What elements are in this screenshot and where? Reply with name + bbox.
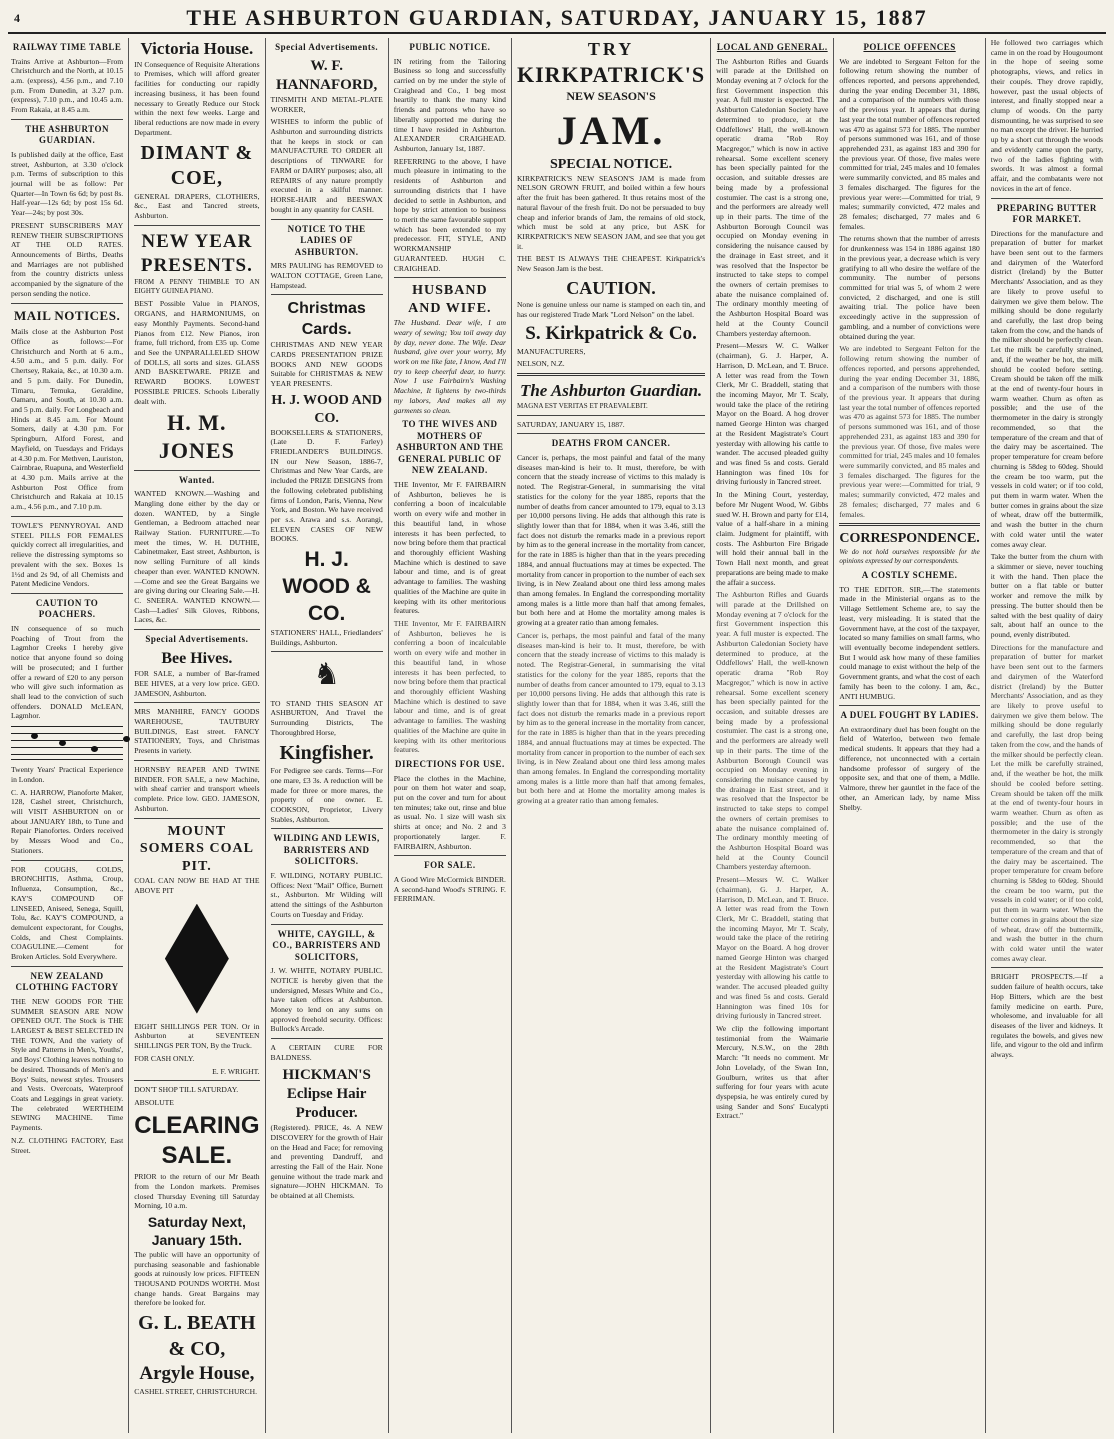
for-sale-heading: FOR SALE.: [424, 860, 476, 871]
hop-bitters-text: BRIGHT PROSPECTS.—If a sudden failure of health occurs, take Hop Bitters, which are the best family medicine on earth. Pure, wholesome, and invaluable for all diseases of the liver and kidneys. It regulates the bowels, and gives new life, and vigour to the old and infirm always.: [990, 972, 1103, 1060]
referring-text: REFERRING to the above, I have much pleasure in intimating to the residents of Ashburton and surrounding districts that I have decided to settle in Ashburton, and hope by strict attention to business to merit the same favourable support which has been extended to my predecessor. FIT, STYLE, AND WORKMANSHIP GUARANTEED. HUGH C. CRAIGHEAD.: [393, 156, 506, 273]
hickman-title: HICKMAN'S Eclipse Hair Producer.: [282, 1066, 371, 1121]
mail-heading: MAIL NOTICES.: [14, 307, 121, 323]
christmas-cards-text: CHRISTMAS AND NEW YEAR CARDS PRESENTATION PRIZE BOOKS AND NEW GOODS Suitable for CHRISTMAS & NEW YEAR PRESENTS.: [270, 340, 383, 389]
bee-hives-title: Bee Hives.: [161, 649, 233, 667]
horse-icon: ♞: [313, 658, 341, 692]
manhire-ad: MRS MANHIRE, FANCY GOODS WAREHOUSE, TAUTBURY BUILDINGS, East street. FANCY STATIONERY, Toys, and Christmas Presents in variety.: [134, 707, 260, 756]
husband-wife-title: HUSBAND AND WIFE.: [408, 283, 492, 317]
hannaford-title: W. F. HANNAFORD,: [276, 57, 378, 93]
caution-heading: CAUTION.: [566, 277, 656, 298]
correspondence-heading: CORRESPONDENCE.: [839, 531, 980, 547]
kingfisher-text: For Pedigree see cards. Terms—For one mare, £3 3s. A reduction will be made for three or more mares, the property of one owner. E. COOKSON, Proprietor, Livery Stables, Ashburton.: [270, 766, 383, 824]
hornsby-ad: HORNSBY REAPER AND TWINE BINDER. FOR SALE, a new Machine, with sheaf carrier and transport wheels complete. Price low. GEO. JAMESON, Ashburton.: [134, 764, 260, 813]
dimant-title: DIMANT & COE,: [140, 141, 254, 190]
police-more: The returns shown that the number of arrests for drunkenness was 154 in 1886 against 180 in the previous year, a decrease which is very gratifying to all who desire the welfare of the community. The number of persons committed for trial was 5, of whom 2 were convicted, 2 discharged, and one is still awaiting trial. The police have been exceedingly active in the suppression of gambling, and a number of convictions were obtained during the year.: [839, 234, 980, 341]
costly-scheme-text: TO THE EDITOR. SIR,—The statements made in the Ministerial organs as to the Village Settlement Scheme are, to say the least, very misleading. It is stated that the Government have, at the cost of the taxpayer, located so many families on small farms, who will eventually become independent settlers. But I would ask how many of these families could manage to exist without the help of the Government grants, and what the cost of each family has been to the colony. I am, &c., ANTI HUMBUG.: [839, 584, 980, 701]
nz-clothing-text: THE NEW GOODS FOR THE SUMMER SEASON ARE NOW OPENED OUT. The Stock is THE LARGEST & BEST SELECTED IN THE TOWN, And the variety of Style and Patterns in Men's, Youths', and Boys' Clothing leaves nothing to be desired. Thousands of Men's and Boys' Suits, newest styles. Trousers and Vests. Overcoats, Waterproof Coats and Leggings in great variety. The celebrated WERTHEIM SEWING MACHINE. Time Payments.: [11, 996, 124, 1133]
hm-jones-title: H. M. JONES: [158, 410, 235, 464]
mount-somers-price: EIGHT SHILLINGS PER TON. Or in Ashburton at SEVENTEEN SHILLINGS PER TON, By the Truck.: [134, 1021, 260, 1051]
hannaford-subtitle: TINSMITH AND METAL-PLATE WORKER,: [270, 94, 383, 114]
cancer-text-continued: Cancer is, perhaps, the most painful and fatal of the many diseases man-kind is heir to. It must, therefore, be with concern that the steady increase of victims to this malady is noted. The Registrar-General, in summarising the vital statistics for the colony for the year 1885, reports that the number of deaths from cancer amounted to 179, equal to 3.13 per 10,000 persons living. He adds that although this rate is slightly lower than that for 1884, when it was 3.46, still the fact does not disturb the remarks made in a previous report by him as to the general increase in the mortality from cancer, for the rate in 1885 is higher than that in the years preceding 1884, and annual fluctuations may at times be expected. The mortality from cancer in proportion to the number of each sex living, is in New Zealand about one third less among males than among females. In England the corresponding mortality among males is a little more than half that among females, but both here and at Home the mortality among males is growing at a greater ratio than among females.: [516, 630, 706, 806]
wives-text: THE Inventor, Mr F. FAIRBAIRN of Ashburton, believes he is conferring a boon of incalculable worth on every wife and mother in this beautiful land, in whose interests it has been perfected, to now bring before them that practical and thoroughly efficient Washing Machine which is destined to save labour and time, and is of great advantage to families. The washing qualities of the Machine are quite in keeping with its other meritorious features.: [393, 479, 506, 616]
police-continued: We are indebted to Sergeant Felton for the following return showing the number of offences reported, and persons apprehended, during the year ending December 31, 1886, and a comparison of the numbers with those of the previous year. It appears that during last year the total number of offences reported was 470 as against 573 for 1885. The number of persons summoned was 161, and of those apprehended 231, as against 183 and 390 for the previous year. Of those, five males were committed for trial, 245 males and 10 females were summarily convicted, and 85 males and 3 females discharged. The figures for the previous year were:—Committed for trial, 9 males; summarily convicted, 472 males and 28 females; discharged, 77 males and 6 females.: [839, 344, 980, 519]
column-7: [834, 38, 985, 1433]
special-ads-heading: Special Advertisements.: [145, 634, 249, 645]
duel-text: An extraordinary duel has been fought on the field of Waterloo, between two female medical students. It appears that they had a difference, not unconnected with a certain handsome professor of surgery of the opposite sex, and that one of them, a Mdlle. Valmore, threw her gauntlet in the face of the other, an American lady, by name Miss Shelby.: [839, 724, 980, 812]
police-text: We are indebted to Sergeant Felton for the following return showing the number of offences reported, and persons apprehended, during the year ending December 31, 1886, and a comparison of the numbers with those of the previous year. It appears that during last year the total number of offences reported was 470 as against 573 for 1885. The number of persons summoned was 161, and of those apprehended 231, as against 183 and 390 for the previous year. Of those, five males were committed for trial, 245 males and 10 females were summarily convicted, and 85 males and 3 females discharged. The figures for the previous year were:—Committed for trial, 9 males; summarily convicted, 472 males and 28 females; discharged, 77 males and 6 females.: [839, 56, 980, 231]
husband-wife-poem: The Husband. Dear wife, I am weary of sewing; You toil away day by day, never done. The Wife. Dear husband, give over your worry, My work on me like fate, I know, And I'll try to keep cheerful dear, to hurry. Now I use Fairbairn's Washing Machine, It lightens by two-thirds my labors, And makes all my garments so clean.: [393, 318, 506, 415]
public-notice-text: IN retiring from the Tailoring Business so long and successfully carried on by me under the style of Craighead and Co., I beg most heartily to thank the many kind friends and patrons who have so liberally supported me during the time I have resided in Ashburton. ALEXANDER CRAIGHEAD. Ashburton, January 1st, 1887.: [393, 56, 506, 153]
argyle-house-address: CASHEL STREET, CHRISTCHURCH.: [134, 1386, 257, 1396]
hickman-text: (Registered). PRICE, 4s. A NEW DISCOVERY for the growth of Hair on the Head and Face; for removing and preventing Dandruff, and arresting the Fall of the Hair. None genuine without the trade mark and signature—JOHN HICKMAN. To be obtained at all Chemists.: [270, 1123, 383, 1201]
poachers-text: IN consequence of so much Poaching of Trout from the Lagmhor Creeks I hereby give notice that anyone found so doing will be prosecuted; and I further offer a reward of £20 to any person who will give such information as shall lead to the conviction of such offenders. DONALD McLEAN, Lagmhor.: [11, 623, 124, 721]
saturday-next-title: Saturday Next, January 15th.: [147, 1214, 246, 1248]
column-5: [512, 38, 711, 1433]
victoria-house-text: IN Consequence of Requisite Alterations to Premises, which will afford greater facilities for conducting our rapidly increasing business, it has been found necessary to Greatly Reduce our Stock within the next few weeks. Large and liberal reductions are now made in every Department.: [134, 59, 260, 137]
directions-heading: DIRECTIONS FOR USE.: [394, 759, 505, 770]
jam-title: JAM.: [556, 107, 666, 153]
special-notice-text: KIRKPATRICK'S NEW SEASON'S JAM is made from NELSON GROWN FRUIT, and boiled within a few hours after the fruit has been gathered. It thus retains most of the natural flavour of the fresh fruit. Do not be persuaded to buy cheap and inferior brands of Jam, the remains of old stock, which must be sold at any price, but ASK for KIRKPATRICK'S NEW SEASON JAM, and see that you get it.: [516, 173, 706, 251]
new-year-subtitle: FROM A PENNY THIMBLE TO AN EIGHTY GUINEA PIANO.: [134, 278, 260, 296]
new-season-subtitle: NEW SEASON'S: [566, 89, 656, 104]
poachers-heading: CAUTION TO POACHERS.: [35, 597, 99, 620]
costly-scheme-heading: A COSTLY SCHEME.: [861, 570, 958, 581]
clearing-sale-title: CLEARING SALE.: [134, 1111, 260, 1170]
diamond-ornament: [165, 904, 229, 1014]
mail-text: Mails close at the Ashburton Post Office as follows:—For Christchurch and North at 6 a.m., 4.50 a.m., and 5 p.m. daily. For Chertsey, Rakaia, &c., at 10.30 a.m. and 5 p.m. daily. For Dunedin, Timaru, Temuka, Geraldine, Oamaru, and South, at 10.30 a.m. and 5 p.m. daily. For Longbeach and Hinds at 8.45 a.m. For Mount Somers, daily at 4.30 p.m. For Springburn, Alford Forest, and Mayfield, on Tuesdays and Fridays at 4.30 p.m. For Methven, Lauriston, Cairnbrae, Ruapuna, and Westerfield at 4.30 p.m. Mails arrive at the Ashburton Post Office from Christchurch and Rakaia at 10.15 a.m., 4.56 p.m., and 7.10 p.m.: [11, 327, 124, 512]
dont-shop-text: DON'T SHOP TILL SATURDAY.: [134, 1085, 239, 1095]
mount-somers-cash: FOR CASH ONLY.: [134, 1053, 195, 1063]
wilding-text: F. WILDING, NOTARY PUBLIC. Offices: Next "Mail" Office, Burnett st., Ashburton. Mr Wilding will attend the sittings of the Ashburton Courts on Tuesday and Friday.: [270, 870, 383, 919]
mining-text: In the Mining Court, yesterday, before Mr Nugent Wood, W. Gibbs sued W. H. Brown and party for £14, value of a half-share in a mining claim. Judgment for plaintiff, with costs. The Ashburton Fire Brigade will hold their annual ball in the Town Hall next month, and great preparations are being made to make the affair a success.: [716, 490, 829, 587]
hj-wood-text: BOOKSELLERS & STATIONERS, (Late D. F. Farley) FRIEDLANDER'S BUILDINGS. IN our New Season, 1886-7, Christmas and New Year Cards, are included the PRIZE DESIGNS from the following celebrated publishing firms of London, Paris, Vienna, New York, and Boston. We have received per s.s. Arawa and s.s. Aorangi, ELEVEN CASES OF NEW BOOKS.: [270, 427, 383, 544]
beath-title: G. L. BEATH & CO,: [138, 1312, 256, 1360]
newspaper-columns: [6, 38, 1108, 1433]
page-number: 4: [14, 10, 20, 25]
special-notice-heading: SPECIAL NOTICE.: [549, 156, 673, 172]
local-general-more-continued: Present—Messrs W. C. Walker (chairman), G. J. Harper, A. Harrison, D. McLean, and T. Bruce. A letter was read from the Town Clerk, Mr C. Braddell, stating that the incoming Mayor, Mr T. Scaly, would take the place of the retiring Mayor on the Board. A hog drover named George Hinton was charged at the Resident Magistrate's Court yesterday with allowing his cattle to wander. The accused pleaded guilty and was fined 5s and costs. Gerald Hannington was fined 10s for driving furiously in Tancred street.: [716, 875, 829, 1021]
local-general-more: Present—Messrs W. C. Walker (chairman), G. J. Harper, A. Harrison, D. McLean, and T. Bruce. A letter was read from the Town Clerk, Mr C. Braddell, stating that the incoming Mayor, Mr T. Scaly, would take the place of the retiring Mayor on the Board. A hog drover named George Hinton was charged at the Resident Magistrate's Court yesterday with allowing his cattle to wander. The accused pleaded guilty and was fined 5s and costs. Gerald Hannington was fined 10s for driving furiously in Tancred street.: [716, 341, 829, 487]
column-8: [986, 38, 1108, 1433]
guardian-editorial-title: The Ashburton Guardian.: [519, 381, 703, 401]
new-year-text: BEST Possible Value in PIANOS, ORGANS, and HARMONIUMS, on easy Monthly Payments. Second-hand Pianos from £12. New Pianos, iron frame, full trichord, from £35 up. Come and See the UNPARALLELED SHOW of DOLLS, all sorts and sizes. GLASS AND BASKETWARE. PRIZE and REWARD BOOKS. LOWEST POSSIBLE PRICES. Schools Liberally dealt with.: [134, 299, 260, 406]
editorial-date: SATURDAY, JANUARY 15, 1887.: [516, 419, 625, 429]
masthead: [8, 4, 1106, 34]
music-staff-image: [11, 726, 123, 760]
s-kirkpatrick-title: S. Kirkpatrick & Co.: [525, 323, 697, 345]
column-6: [711, 38, 834, 1433]
special-ads-heading-2: Special Advertisements.: [275, 42, 379, 52]
column-3: [266, 38, 389, 1433]
salting-text: Take the butter from the churn with a skimmer or sieve, never touching it with the hand. Then place the butter on a flat table or butter worker and remove the milk by pressing. The butter should then be salted with the best quality of dairy salt, about half an ounce to the pound, evenly distributed.: [990, 552, 1103, 639]
new-year-title: NEW YEAR PRESENTS.: [140, 230, 253, 277]
argyle-house-title: Argyle House,: [139, 1363, 255, 1385]
testimonial-text: We clip the following important testimonial from the Waimarie Mercury, N.S.W., on the 28th March: "It needs no comment. Mr John Lovelady, of the Swan Inn, Goulburn, writes us that after suffering for four years with acute dyspepsia, he was entirely cured by using Sander and Sons' Eucalypti Extract.": [716, 1023, 829, 1121]
public-notice-heading: PUBLIC NOTICE.: [409, 42, 491, 52]
local-general-text: The Ashburton Rifles and Guards will parade at the Drillshed on Monday evening at 7 o'clock for the first Government inspection this year. A full muster is expected. The Ashburton Caledonian Society have determined to produce, at the Oddfellows' Hall, the well-known operatic drama "Rob Roy Macgregor," which is now in active rehearsal. Some excellent scenery has been specially painted for the occasion, and suitable dresses are being made by a professional costumier. The cast is a strong one, and the performers are already well up in their parts. The time of the Ashburton Borough Council was occupied on Monday evening in considering the nuisance caused by the drainage in East street, and it was resolved that the Inspector be instructed to take steps to compel the owners of certain premises to abate the nuisance complained of. The ordinary monthly meeting of the Ashburton Hospital Board was held at the County Council Chambers yesterday afternoon.: [716, 56, 829, 338]
wanted-text: WANTED KNOWN.—Washing and Mangling done either by the day or dozen. WANTED, by a Single Gentleman, a Bedroom attached near Railway Station. FURNITURE.—To meet the times, W. H. DUTHIE, Cabinetmaker, East street, Ashburton, is now selling Furniture of all kinds cheaper than ever. WANTED KNOWN.—Come and see the Great Bargains we are giving during our Clearing Sale.—H. C. SNEERA. WANTED KNOWN.—Cash—Ladies' Silk Gloves, Ribbons, Laces, &c.: [134, 489, 260, 625]
directions-text: Place the clothes in the Machine, pour on them hot water and soap, put on the cover and turn for about ten minutes; take out, rinse and blue as usual. No. 1 size will wash six shirts at once; and No. 2 and 3 proportionately larger. F. FAIRBAIRN, Ashburton.: [393, 773, 506, 851]
column-1: [6, 38, 129, 1433]
best-cheapest-text: THE BEST IS ALWAYS THE CHEAPEST. Kirkpatrick's New Season Jam is the best.: [516, 254, 706, 274]
column-2: [129, 38, 265, 1433]
white-caygill-heading: WHITE, CAYGILL, & CO., BARRISTERS AND SOLICITORS,: [272, 928, 381, 962]
towle-ad: TOWLE'S PENNYROYAL AND STEEL PILLS FOR FEMALES quickly correct all irregularities, and relieve the distressing symptoms so prevalent with the sex. Boxes 1s 1½d and 2s 9d, of all Chemists and Patent Medicine Vendors.: [11, 520, 124, 589]
hj-wood-title: H. J. WOOD AND CO.: [271, 392, 382, 426]
try-heading: TRY: [587, 39, 635, 59]
cancer-heading: DEATHS FROM CANCER.: [551, 438, 671, 449]
hickman-pre: A CERTAIN CURE FOR BALDNESS.: [270, 1043, 383, 1062]
guardian-motto: MAGNA EST VERITAS ET PRAEVALEBIT.: [516, 401, 648, 410]
kingfisher-pre: TO STAND THIS SEASON AT ASHBURTON, And Travel the Surrounding Districts, The Thoroughbred Horse,: [270, 698, 383, 737]
kirkpatricks-title: KIRKPATRICK'S: [516, 62, 706, 88]
butter-heading: PREPARING BUTTER FOR MARKET.: [996, 202, 1097, 225]
hannaford-text: WISHES to inform the public of Ashburton and surrounding districts that he keeps in stock or can MANUFACTURE TO ORDER all descriptions of TINWARE for FARM or DAIRY purposes; also, all REPAIRS of any nature promptly executed in a skilful manner. HORSE-HAIR and BEESWAX bought in any quantity for CASH.: [270, 117, 383, 214]
local-general-heading: LOCAL AND GENERAL.: [716, 42, 828, 52]
masthead-title: THE ASHBURTON GUARDIAN, SATURDAY, JANUARY 15, 1887: [186, 5, 928, 30]
saturday-next-text: The public will have an opportunity of purchasing seasonable and fashionable goods at ruinously low prices. FIFTEEN THOUSAND POUNDS WORTH. Most change hands. Great Bargains may therefore be looked for.: [134, 1249, 260, 1308]
wives-text-continued: THE Inventor, Mr F. FAIRBAIRN of Ashburton, believes he is conferring a boon of incalculable worth on every wife and mother in this beautiful land, in whose interests it has been perfected, to now bring before them that practical and thoroughly efficient Washing Machine which is destined to save labour and time, and is of great advantage to families. The washing qualities of the Machine are quite in keeping with its other meritorious features.: [393, 618, 506, 755]
clearing-sale-text: PRIOR to the return of our Mr Beath from the London markets. Premises closed Thursday Evening till Saturday Morning, 10 a.m.: [134, 1172, 260, 1211]
hj-wood-subtitle: STATIONERS' HALL, Friedlanders' Buildings, Ashburton.: [270, 627, 383, 647]
police-heading: POLICE OFFENCES: [863, 42, 956, 52]
correspondence-note: We do not hold ourselves responsible for the opinions expressed by our correspondents.: [839, 548, 980, 566]
music-caption: Twenty Years' Practical Experience in London.: [11, 765, 124, 784]
white-caygill-text: J. W. WHITE, NOTARY PUBLIC. NOTICE is hereby given that the undersigned, Messrs White and Co., have taken offices at Ashburton. Money to lend on any sums on approved freehold security. Offices: Bullock's Arcade.: [270, 966, 383, 1034]
duel-heading: A DUEL FOUGHT BY LADIES.: [840, 710, 979, 721]
manufacturers-label: MANUFACTURERS,: [516, 346, 586, 356]
hj-wood-large-title: H. J. WOOD & CO.: [282, 548, 371, 625]
ladies-notice-text: MRS PAULING has REMOVED to WALTON COTTAGE, Green Lane, Hampstead.: [270, 261, 383, 290]
butter-text: Directions for the manufacture and preparation of butter for market have been sent out to the farmers and dairymen of the Waterford district (Ireland) by the Butter Merchants' Association, and as they are likely to prove useful to dairymen we give them below. The milking should be done regularly and carefully, the last drop being taken from the cow, and the hands of the milker should be perfectly clean. Let the milk be carefully strained, and, if the weather be hot, the milk should be cooled before setting. Cream should be taken off the milk at the end of twenty-four hours in warm weather. Churn as often as possible; and the use of the thermometer in the dairy is strongly recommended, so that the temperature of the cream and that of the dairy may be ascertained. The proper temperature for cream before churning is 58deg to 60deg. Should the cream be too warm, put the vessels in cold water; or if too cold, put them in warm water. When the butter comes in grains about the size of wheat, draw off the buttermilk, and wash the butter in the churn with cold water until the water comes away clear.: [990, 228, 1103, 549]
guardian-text: Is published daily at the office, East street, Ashburton, at 3.30 o'clock p.m. Terms of subscription to this journal will be as follow: Per Quarter—In Town 6s 6d; by post 8s. Half-year—12s 6d; by post 15s 6d. Year—24s; by post 30s.: [11, 149, 124, 218]
duel-continued-text: He followed two carriages which came in on the road by Hougoumont in the hope of seeing some photographs, views, and relics in their coupés. They drove rapidly, however, past the usual objects of interest, and finally stopped near a clump of woods. On the party dismounting, he was surprised to see no man except the driver. He hurried up by a short cut through the woods and evidently came upon the party, two of the ladies fighting with swords. It was almost a formal affair, and the combatants were not novices in the art of fence.: [990, 38, 1103, 193]
mount-somers-signature: E. F. WRIGHT.: [212, 1066, 260, 1076]
kingfisher-title: Kingfisher.: [279, 741, 374, 764]
column-4: [389, 38, 512, 1433]
harrow-ad: C. A. HARROW, Pianoforte Maker, 128, Cashel street, Christchurch, will VISIT ASHBURTON on or about JANUARY 18th, to Tune and Repair Pianofortes. Orders received by Messrs Wood and Co., Stationers.: [11, 787, 124, 855]
wilding-heading: WILDING AND LEWIS, BARRISTERS AND SOLICITORS.: [273, 833, 380, 867]
wanted-heading: Wanted.: [178, 474, 215, 485]
victoria-house-title: Victoria House.: [140, 39, 254, 58]
wives-heading: TO THE WIVES AND MOTHERS OF ASHBURTON AND THE GENERAL PUBLIC OF NEW ZEALAND.: [396, 419, 504, 476]
christmas-cards-title: Christmas Cards.: [287, 300, 366, 338]
ladies-notice-heading: NOTICE TO THE LADIES OF ASHBURTON.: [287, 223, 366, 257]
guardian-heading: THE ASHBURTON GUARDIAN.: [25, 123, 109, 146]
butter-text-continued: Directions for the manufacture and preparation of butter for market have been sent out to the farmers and dairymen of the Waterford district (Ireland) by the Butter Merchants' Association, and as they are likely to prove useful to dairymen we give them below. The milking should be done regularly and carefully, the last drop being taken from the cow, and the hands of the milker should be perfectly clean. Let the milk be carefully strained, and, if the weather be hot, the milk should be cooled before setting. Cream should be taken off the milk at the end of twenty-four hours in warm weather. Churn as often as possible; and the use of the thermometer in the dairy is strongly recommended, so that the temperature of the cream and that of the dairy may be ascertained. The proper temperature for cream before churning is 58deg to 60deg. Should the cream be too warm, put the vessels in cold water; or if too cold, put them in warm water. When the butter comes in grains about the size of wheat, draw off the buttermilk, and wash the butter in the churn with cold water until the water comes away clear.: [990, 642, 1103, 963]
caution-text: None is genuine unless our name is stamped on each tin, and has our registered Trade Mark "Lord Nelson" on the label.: [516, 299, 706, 319]
local-general-continued: The Ashburton Rifles and Guards will parade at the Drillshed on Monday evening at 7 o'clock for the first Government inspection this year. A full muster is expected. The Ashburton Caledonian Society have determined to produce, at the Oddfellows' Hall, the well-known operatic drama "Rob Roy Macgregor," which is now in active rehearsal. Some excellent scenery has been specially painted for the occasion, and suitable dresses are being made by a professional costumier. The cast is a strong one, and the performers are already well up in their parts. The time of the Ashburton Borough Council was occupied on Monday evening in considering the nuisance caused by the drainage in East street, and it was resolved that the Inspector be instructed to take steps to compel the owners of certain premises to abate the nuisance complained of. The ordinary monthly meeting of the Ashburton Hospital Board was held at the County Council Chambers yesterday afternoon.: [716, 590, 829, 872]
mount-somers-title: MOUNT SOMERS COAL PIT.: [139, 823, 254, 875]
clearing-pre: ABSOLUTE: [134, 1097, 174, 1107]
railway-heading: RAILWAY TIME TABLE: [12, 42, 122, 52]
nz-clothing-heading: NEW ZEALAND CLOTHING FACTORY: [15, 970, 119, 993]
coughs-ad: FOR COUGHS, COLDS, BRONCHITIS, Asthma, Croup, Influenza, Consumption, &c., KAY'S COMPOUND OF LINSEED, Aniseed, Senega, Squill, Tolu, &c. KAY'S COMPOUND, a demulcent expectorant, for Coughs, Colds, and Chest Complaints. COAGULINE.—Cement for Broken Articles. Sold Everywhere.: [11, 864, 124, 962]
cancer-text: Cancer is, perhaps, the most painful and fatal of the many diseases man-kind is heir to. It must, therefore, be with concern that the steady increase of victims to this malady is noted. The Registrar-General, in summarising the vital statistics for the colony for the year 1885, reports that the number of deaths from cancer amounted to 179, equal to 3.13 per 10,000 persons living. He adds that although this rate is slightly lower than that for 1884, when it was 3.46, still the fact does not disturb the remarks made in a previous report by him as to the general increase in the mortality from cancer, for the rate in 1885 is higher than that in the years preceding 1884, and annual fluctuations may at times be expected. The mortality from cancer in proportion to the number of each sex living, is in New Zealand about one third less among males than among females. In England the corresponding mortality among males is a little more than half that among females, but both here and at Home the mortality among males is growing at a greater ratio than among females.: [516, 452, 706, 628]
mount-somers-subtitle: COAL CAN NOW BE HAD AT THE ABOVE PIT: [134, 876, 260, 895]
advertise-text: PRESENT SUBSCRIBERS MAY RENEW THEIR SUBSCRIPTIONS AT THE OLD RATES. Announcements of Births, Deaths and Marriages are not published from the country districts unless accompanied by the signature of the person sending the notice.: [11, 220, 124, 298]
bee-hives-text: FOR SALE, a number of Bar-framed BEE HIVES, at a very low price. GEO. JAMESON, Ashburton.: [134, 669, 260, 698]
nz-clothing-footer: N.Z. CLOTHING FACTORY, East Street.: [11, 1135, 124, 1155]
for-sale-text: A Good Wire McCormick BINDER. A second-hand Wood's STRING. F. FERRIMAN.: [393, 874, 506, 904]
nelson-label: NELSON, N.Z.: [516, 359, 565, 369]
dimant-subtitle: GENERAL DRAPERS, CLOTHIERS, &c., East and Tancred streets, Ashburton.: [134, 191, 260, 221]
railway-text: Trains Arrive at Ashburton—From Christchurch and the North, at 10.15 a.m. (express), 4.56 p.m., and 7.10 p.m. From Dunedin, at 3.27 p.m. (express), 7.10 p.m., and 10.45 a.m. From Rakaia, at 8.45 a.m.: [11, 56, 124, 115]
